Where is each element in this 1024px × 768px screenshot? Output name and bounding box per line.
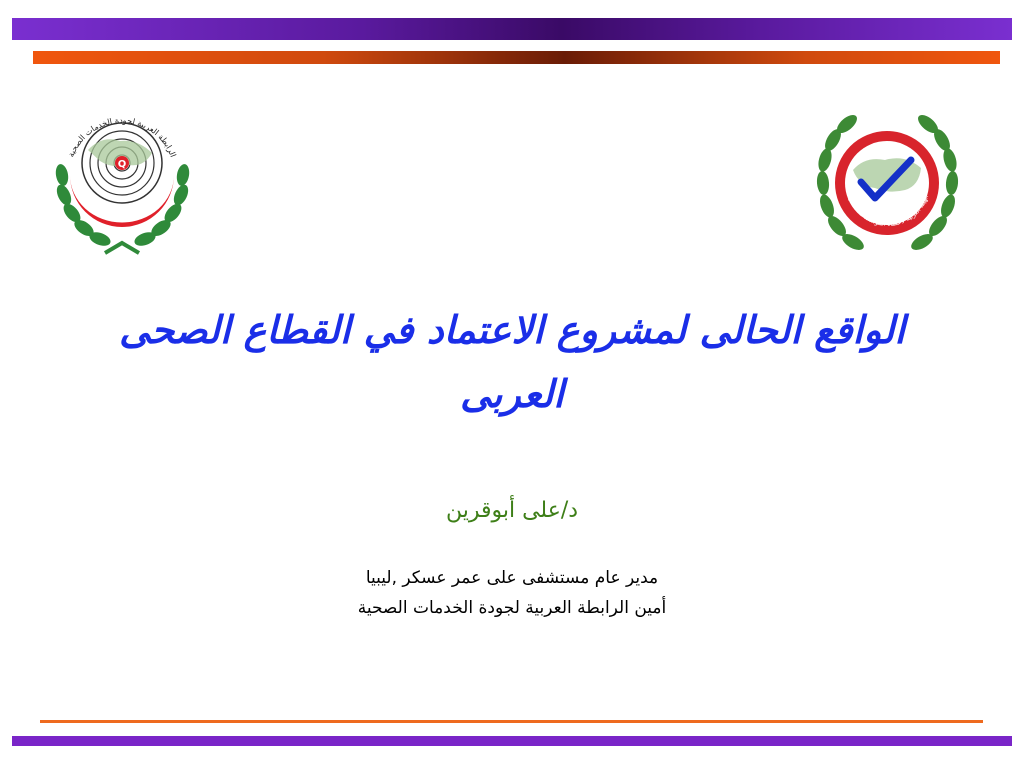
arab-accreditation-board-logo-icon [805,98,970,268]
left-logo-arc-text: الرابطة العربية لجودة الخدمات الصحية [66,115,178,159]
author-name: د/على أبوقرين [445,498,579,523]
author-position-2: أمين الرابطة العربية لجودة الخدمات الصحية [357,598,667,618]
author-position-1: مدير عام مستشفى على عمر عسكر ,ليبيا [365,568,659,588]
top-decorative-bar [12,18,1012,40]
right-logo-arc-text: الهيئة العربية لاعتماد المؤسسات الصحية [845,193,931,228]
logo-q-letter: Q [117,159,127,170]
bottom-orange-line [40,720,983,723]
bottom-purple-bar [12,736,1012,746]
arab-health-quality-association-logo-icon [40,95,205,265]
right-logo [805,98,970,268]
slide-title: الواقع الحالى لمشروع الاعتماد في القطاع الصحى العربى [119,308,905,416]
orange-decorative-bar [33,51,1000,64]
left-logo [40,95,205,265]
